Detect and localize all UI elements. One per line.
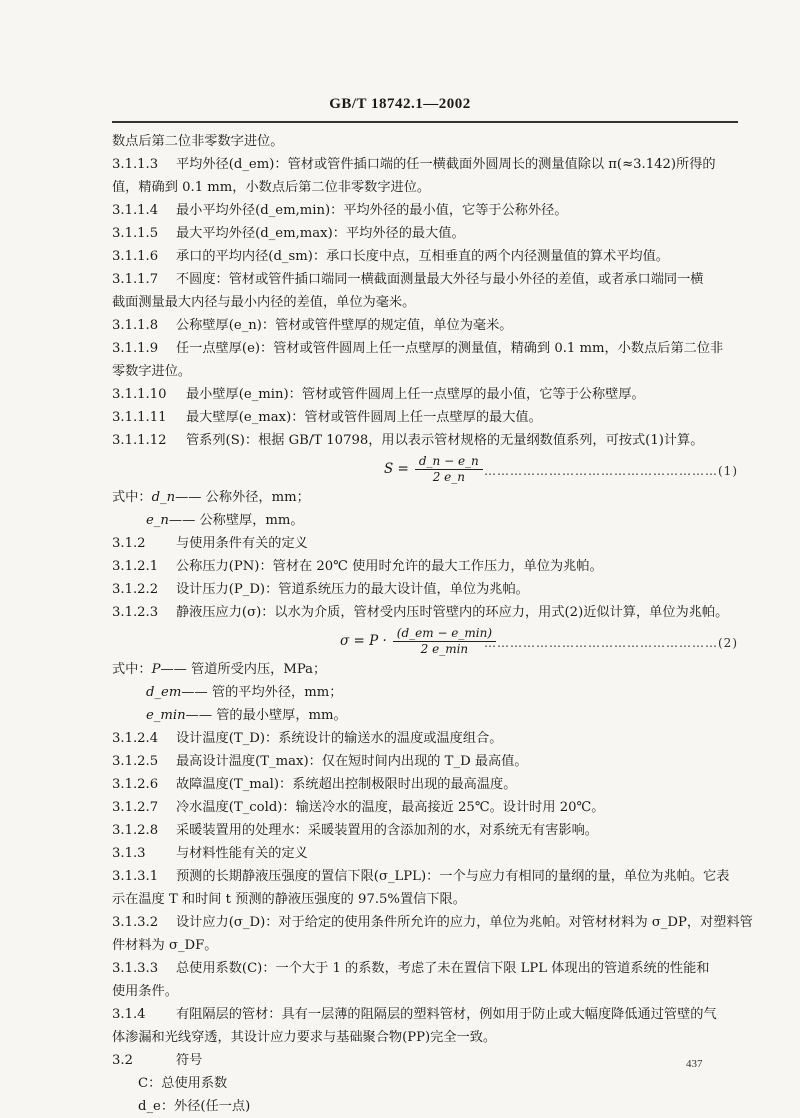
symbols-list <box>112 1072 738 1118</box>
text-line <box>112 291 738 314</box>
formula-2-legend <box>112 658 738 727</box>
formula-1-denominator: 2 e_n <box>432 470 465 484</box>
legend-desc: —— 公称外径，mm； <box>175 490 310 505</box>
text-line <box>112 1049 738 1072</box>
clause-text: 承口的平均内径(d_sm)：承口长度中点，互相垂直的两个内径测量值的算术平均值。 <box>176 249 669 264</box>
section-terms-conditions <box>112 532 738 624</box>
clause-number: 3.1.4 <box>112 1007 146 1022</box>
clause-text: 使用条件。 <box>112 984 178 999</box>
text-line <box>112 819 738 842</box>
clause-number: 3.1.1.9 <box>112 341 159 356</box>
text-line <box>112 773 738 796</box>
legend-var: d_em <box>146 685 182 700</box>
clause-text: d_e：外径(任一点) <box>138 1099 251 1114</box>
text-line <box>112 176 738 199</box>
clause-text: 与使用条件有关的定义 <box>176 536 308 551</box>
clause-text: 件材料为 σ_DF。 <box>112 938 218 953</box>
clause-text: 与材料性能有关的定义 <box>176 846 308 861</box>
text-line <box>112 601 738 624</box>
section-terms-dimensions <box>112 130 738 452</box>
clause-text: 设计压力(P_D)：管道系统压力的最大设计值，单位为兆帕。 <box>176 582 529 597</box>
clause-number: 3.1.2.1 <box>112 559 159 574</box>
text-line <box>112 1072 738 1095</box>
text-line <box>112 934 738 957</box>
formula-2-lhs: σ = P · <box>340 633 387 649</box>
text-line <box>112 199 738 222</box>
clause-text: 最小平均外径(d_em,min)：平均外径的最小值，它等于公称外径。 <box>176 203 568 218</box>
clause-number: 3.1.1.3 <box>112 157 159 172</box>
clause-text: 最大壁厚(e_max)：管材或管件圆周上任一点壁厚的最大值。 <box>186 410 542 425</box>
clause-number: 3.1.2.5 <box>112 754 159 769</box>
clause-text: 最大平均外径(d_em,max)：平均外径的最大值。 <box>176 226 465 241</box>
clause-text: 示在温度 T 和时间 t 预测的静液压强度的 97.5%置信下限。 <box>112 892 466 907</box>
text-line <box>112 268 738 291</box>
legend-line <box>112 681 738 704</box>
formula-1-number: ………………………………………………(1) <box>484 464 738 478</box>
legend-prefix: 式中： <box>112 662 152 677</box>
text-line <box>112 429 738 452</box>
text-line <box>112 130 738 153</box>
clause-text: 故障温度(T_mal)：系统超出控制极限时出现的最高温度。 <box>176 777 517 792</box>
legend-line <box>112 704 738 727</box>
formula-1-lhs: S = <box>384 461 409 477</box>
clause-text: 平均外径(d_em)：管材或管件插口端的任一横截面外圆周长的测量值除以 π(≈3.142)所得的 <box>176 157 716 172</box>
text-line <box>112 865 738 888</box>
legend-prefix: 式中： <box>112 490 152 505</box>
clause-text: 预测的长期静液压强度的置信下限(σ_LPL)：一个与应力有相同的量纲的量，单位为兆帕。它表 <box>176 869 730 884</box>
text-line <box>112 796 738 819</box>
clause-number: 3.1.1.11 <box>112 410 167 425</box>
text-line <box>112 532 738 555</box>
header-rule <box>112 121 738 123</box>
clause-number: 3.1.2 <box>112 536 146 551</box>
legend-line <box>112 658 738 681</box>
clause-text: C：总使用系数 <box>138 1076 228 1091</box>
clause-text: 公称壁厚(e_n)：管材或管件壁厚的规定值，单位为毫米。 <box>176 318 513 333</box>
clause-text: 最高设计温度(T_max)：仅在短时间内出现的 T_D 最高值。 <box>176 754 528 769</box>
text-line <box>112 578 738 601</box>
clause-text: 冷水温度(T_cold)：输送冷水的温度，最高接近 25℃。设计时用 20℃。 <box>176 800 605 815</box>
clause-text: 符号 <box>176 1053 203 1068</box>
legend-var: e_min <box>146 708 186 723</box>
clause-number: 3.1.2.6 <box>112 777 159 792</box>
legend-desc: —— 管的最小壁厚，mm。 <box>185 708 347 723</box>
legend-line <box>112 486 738 509</box>
clause-text: 体渗漏和光线穿透，其设计应力要求与基础聚合物(PP)完全一致。 <box>112 1030 497 1045</box>
text-line <box>112 337 738 360</box>
text-line <box>112 980 738 1003</box>
clause-number: 3.2 <box>112 1053 133 1068</box>
clause-number: 3.1.1.8 <box>112 318 159 333</box>
clause-text: 设计温度(T_D)：系统设计的输送水的温度或温度组合。 <box>176 731 503 746</box>
document-body <box>112 130 753 1118</box>
clause-text: 管系列(S)：根据 GB/T 10798，用以表示管材规格的无量纲数值系列，可按式(1)计算。 <box>186 433 704 448</box>
text-line <box>112 153 738 176</box>
clause-text: 不圆度：管材或管件插口端同一横截面测量最大外径与最小外径的差值，或者承口端同一横 <box>176 272 704 287</box>
text-line <box>112 750 738 773</box>
text-line <box>112 555 738 578</box>
clause-number: 3.1.2.2 <box>112 582 159 597</box>
page-number: 437 <box>686 1058 703 1070</box>
formula-1 <box>112 452 738 486</box>
text-line <box>112 1095 738 1118</box>
text-line <box>112 727 738 750</box>
clause-text: 采暖装置用的处理水：采暖装置用的含添加剂的水，对系统无有害影响。 <box>176 823 598 838</box>
formula-2-number: ………………………………………………(2) <box>484 636 738 650</box>
clause-number: 3.1.1.5 <box>112 226 159 241</box>
clause-number: 3.1.1.6 <box>112 249 159 264</box>
clause-number: 3.1.1.10 <box>112 387 167 402</box>
legend-line <box>112 509 738 532</box>
clause-text: 数点后第二位非零数字进位。 <box>112 134 284 149</box>
formula-2-numerator: (d_em − e_min) <box>393 626 496 642</box>
clause-number: 3.1.2.4 <box>112 731 159 746</box>
text-line <box>112 842 738 865</box>
clause-text: 截面测量最大内径与最小内径的差值，单位为毫米。 <box>112 295 416 310</box>
clause-number: 3.1.3 <box>112 846 146 861</box>
legend-desc: —— 管道所受内压，MPa； <box>160 662 327 677</box>
clause-number: 3.1.1.7 <box>112 272 159 287</box>
clause-text: 总使用系数(C)：一个大于 1 的系数，考虑了未在置信下限 LPL 体现出的管道系统的性能和 <box>176 961 710 976</box>
clause-number: 3.1.2.7 <box>112 800 159 815</box>
clause-text: 值，精确到 0.1 mm，小数点后第二位非零数字进位。 <box>112 180 431 195</box>
clause-text: 任一点壁厚(e)：管材或管件圆周上任一点壁厚的测量值，精确到 0.1 mm，小数点后第二位非 <box>176 341 724 356</box>
text-line <box>112 245 738 268</box>
clause-text: 设计应力(σ_D)：对于给定的使用条件所允许的应力，单位为兆帕。对管材材料为 σ_DP，对塑料管 <box>176 915 753 930</box>
formula-2-denominator: 2 e_min <box>420 642 469 656</box>
text-line <box>112 383 738 406</box>
formula-1-numerator: d_n − e_n <box>415 454 483 470</box>
standard-code-header: GB/T 18742.1—2002 <box>329 96 471 112</box>
clause-number: 3.1.2.3 <box>112 605 159 620</box>
legend-var: e_n <box>146 513 169 528</box>
formula-2 <box>112 624 738 658</box>
clause-number: 3.1.3.2 <box>112 915 159 930</box>
legend-var: P <box>151 662 161 677</box>
clause-text: 零数字进位。 <box>112 364 192 379</box>
text-line <box>112 888 738 911</box>
clause-number: 3.1.3.1 <box>112 869 159 884</box>
clause-number: 3.1.2.8 <box>112 823 159 838</box>
clause-number: 3.1.1.4 <box>112 203 159 218</box>
clause-text: 静液压应力(σ)：以水为介质，管材受内压时管壁内的环应力，用式(2)近似计算，单位为兆帕。 <box>176 605 729 620</box>
clause-text: 最小壁厚(e_min)：管材或管件圆周上任一点壁厚的最小值，它等于公称壁厚。 <box>186 387 645 402</box>
text-line <box>112 957 738 980</box>
text-line <box>112 314 738 337</box>
section-terms-materials <box>112 727 753 1072</box>
legend-desc: —— 公称壁厚，mm。 <box>168 513 304 528</box>
clause-text: 有阻隔层的管材：具有一层薄的阻隔层的塑料管材，例如用于防止或大幅度降低通过管壁的气 <box>176 1007 717 1022</box>
text-line <box>112 406 738 429</box>
text-line <box>112 222 738 245</box>
formula-1-legend <box>112 486 738 532</box>
clause-text: 公称压力(PN)：管材在 20℃ 使用时允许的最大工作压力，单位为兆帕。 <box>176 559 603 574</box>
clause-number: 3.1.3.3 <box>112 961 159 976</box>
text-line <box>112 1026 738 1049</box>
clause-number: 3.1.1.12 <box>112 433 167 448</box>
legend-desc: —— 管的平均外径，mm； <box>181 685 343 700</box>
text-line <box>112 360 738 383</box>
text-line <box>112 1003 738 1026</box>
text-line <box>112 911 753 934</box>
legend-var: d_n <box>151 490 176 505</box>
